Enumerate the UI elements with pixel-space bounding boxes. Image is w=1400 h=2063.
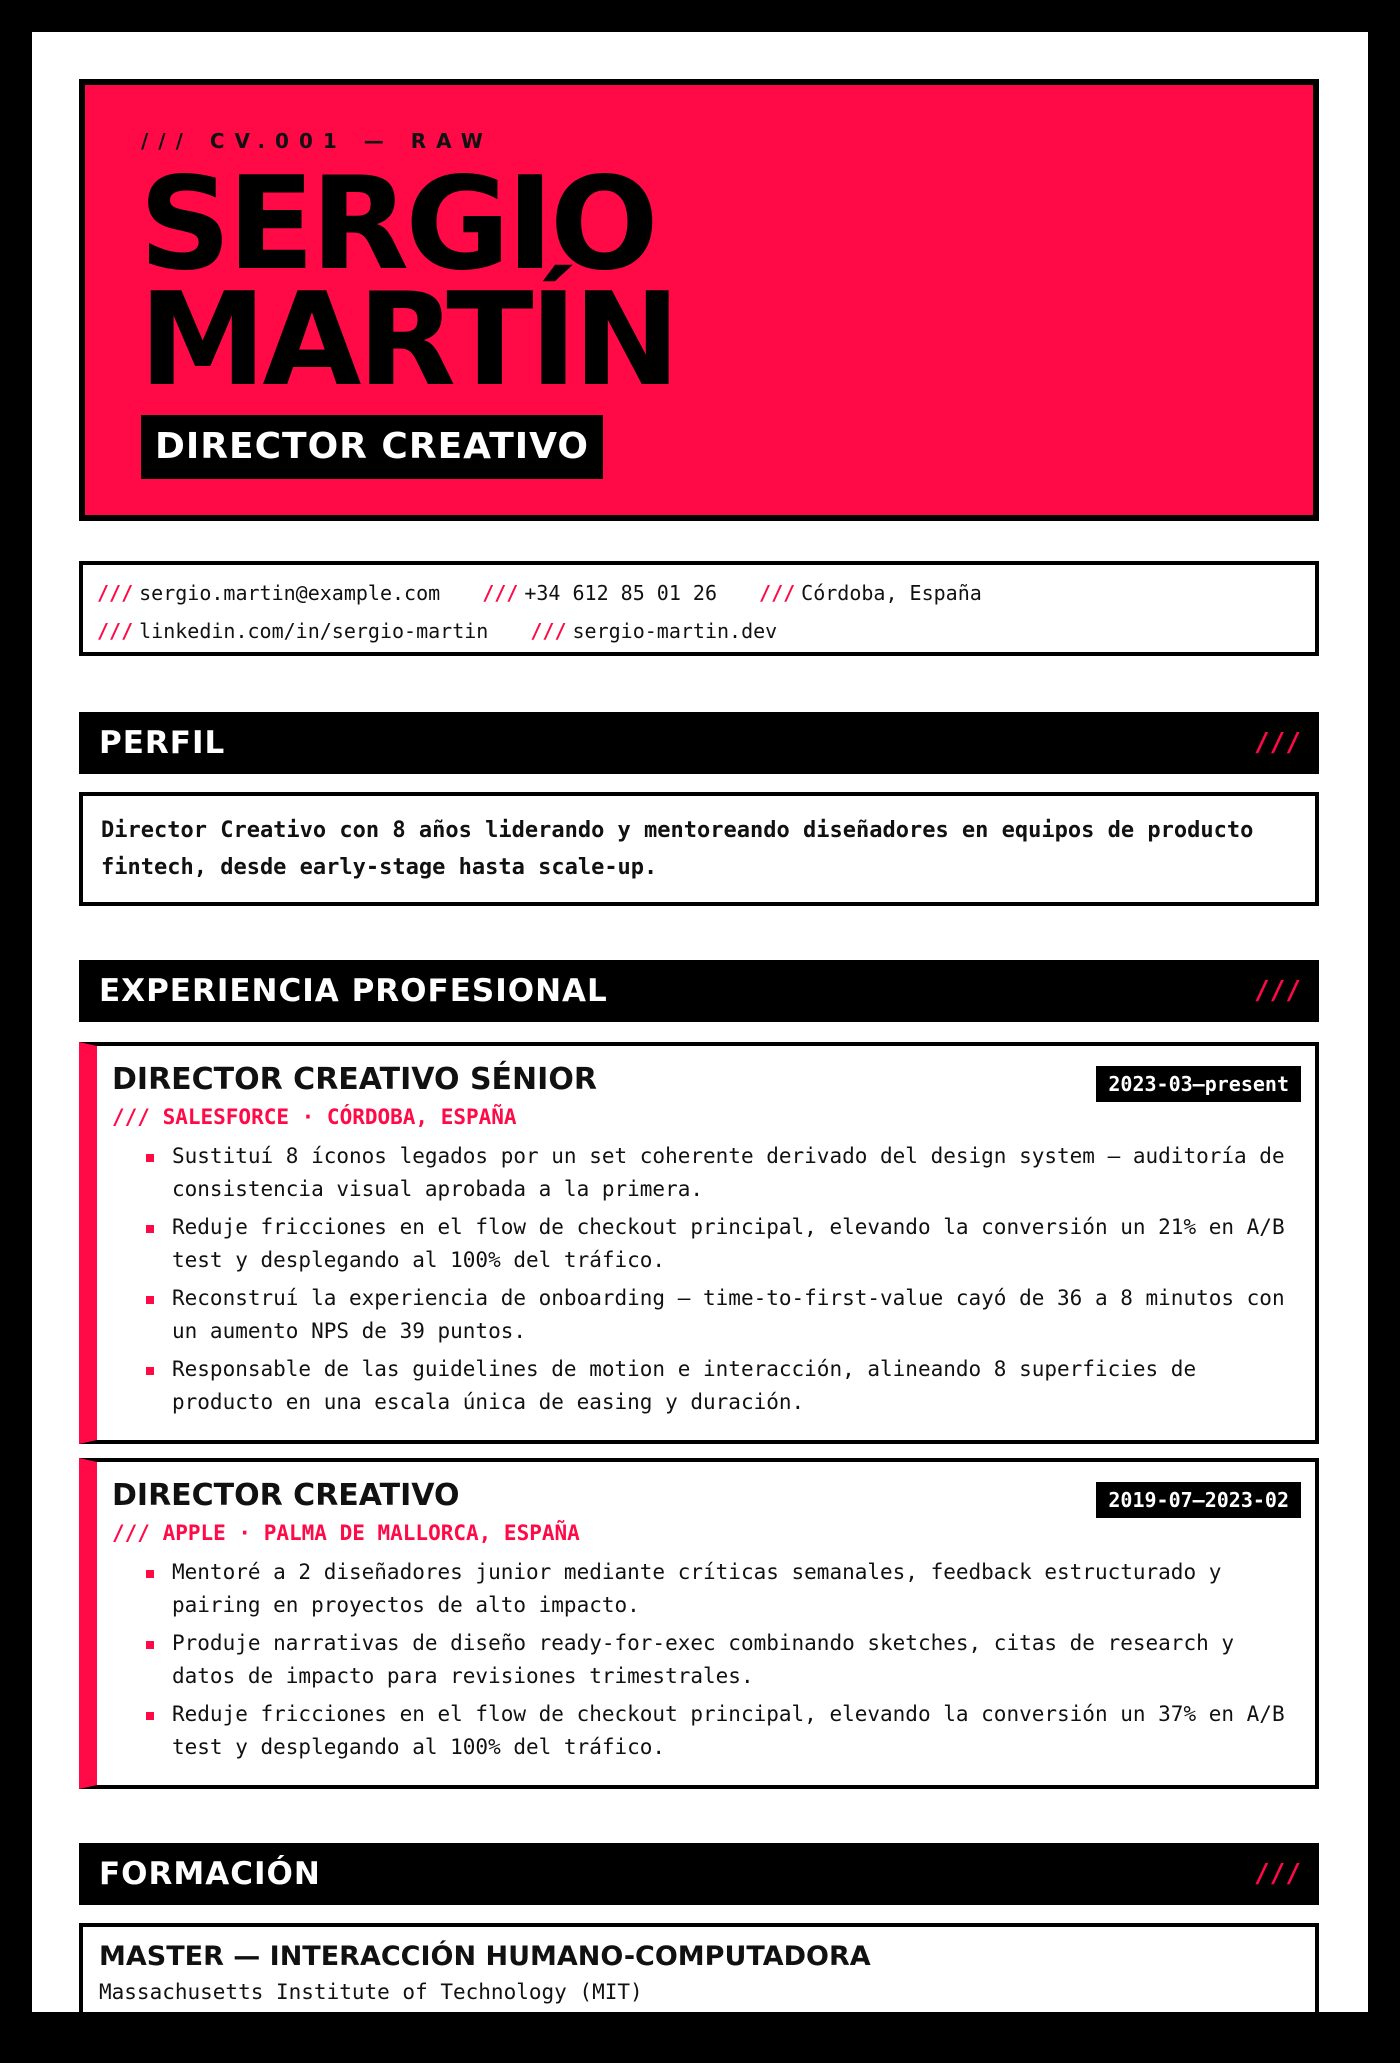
role-label: DIRECTOR CREATIVO (141, 415, 603, 479)
email-text: sergio.martin@example.com (139, 581, 441, 605)
job-bullet: Reduje fricciones en el flow de checkout principal, elevando la conversión un 21% en A/B test y desplegando al 100% del tráfico. (146, 1211, 1301, 1277)
job-organization: /// SALESFORCE · CÓRDOBA, ESPAÑA (112, 1105, 517, 1129)
section-slash: /// (1254, 1859, 1301, 1889)
job-bullet: Reconstruí la experiencia de onboarding — time-to-first-value cayó de 36 a 8 minutos con un aumento NPS de 39 puntos. (146, 1282, 1301, 1348)
job-bullets (112, 1140, 1301, 1419)
job-date-badge: 2023-03—present (1096, 1066, 1301, 1102)
degree-title: MASTER — INTERACCIÓN HUMANO-COMPUTADORA (99, 1941, 871, 1972)
job-title: DIRECTOR CREATIVO SÉNIOR (112, 1062, 597, 1097)
candidate-name (139, 150, 677, 415)
slash-marker: /// (97, 581, 134, 605)
section-header-experiencia (79, 960, 1319, 1022)
resume-content (79, 79, 1319, 2063)
contact-location (759, 574, 982, 612)
section-header-perfil (79, 712, 1319, 774)
contact-box (79, 561, 1319, 656)
section-title: PERFIL (99, 725, 226, 761)
phone-text: +34 612 85 01 26 (524, 581, 717, 605)
website-text: sergio-martin.dev (572, 619, 778, 643)
job-date-badge: 2019-07—2023-02 (1096, 1482, 1301, 1518)
contact-row (97, 612, 1301, 650)
job-bullet: Produje narrativas de diseño ready-for-exec combinando sketches, citas de research y datos de impacto para revisiones trimestrales. (146, 1627, 1301, 1693)
education-entry (79, 1923, 1319, 2063)
contact-linkedin[interactable] (97, 612, 488, 650)
slash-marker: /// (759, 581, 796, 605)
section-slash: /// (1254, 728, 1301, 758)
section-title: FORMACIÓN (99, 1856, 321, 1892)
slash-marker: /// (97, 619, 134, 643)
resume-page (32, 32, 1368, 2012)
job-bullet: Reduje fricciones en el flow de checkout principal, elevando la conversión un 37% en A/B test y desplegando al 100% del tráfico. (146, 1698, 1301, 1764)
document-code: /// CV.001 — RAW (141, 129, 493, 153)
job-title: DIRECTOR CREATIVO (112, 1478, 460, 1513)
name-last: MARTÍN (139, 266, 677, 415)
institution-name: Massachusetts Institute of Technology (MIT) (99, 1980, 643, 2004)
location-text: Córdoba, España (801, 581, 982, 605)
job-entry (79, 1458, 1319, 1789)
job-bullet: Mentoré a 2 diseñadores junior mediante críticas semanales, feedback estructurado y pairing en proyectos de alto impacto. (146, 1556, 1301, 1622)
job-organization: /// APPLE · PALMA DE MALLORCA, ESPAÑA (112, 1521, 580, 1545)
contact-row (97, 574, 1301, 612)
section-title: EXPERIENCIA PROFESIONAL (99, 973, 608, 1009)
job-bullets (112, 1556, 1301, 1764)
section-slash: /// (1254, 976, 1301, 1006)
hero-banner (79, 79, 1319, 521)
contact-phone[interactable] (482, 574, 717, 612)
job-entry (79, 1042, 1319, 1444)
slash-marker: /// (530, 619, 567, 643)
name-first: SERGIO (139, 150, 655, 299)
slash-marker: /// (482, 581, 519, 605)
contact-email[interactable] (97, 574, 440, 612)
profile-summary: Director Creativo con 8 años liderando y mentoreando diseñadores en equipos de producto fintech, desde early-stage hasta scale-up. (79, 792, 1319, 906)
job-bullet: Sustituí 8 íconos legados por un set coherente derivado del design system — auditoría de consistencia visual aprobada a la primera. (146, 1140, 1301, 1206)
contact-website[interactable] (530, 612, 777, 650)
job-bullet: Responsable de las guidelines de motion e interacción, alineando 8 superficies de producto en una escala única de easing y duración. (146, 1353, 1301, 1419)
linkedin-text: linkedin.com/in/sergio-martin (139, 619, 489, 643)
section-header-formacion (79, 1843, 1319, 1905)
